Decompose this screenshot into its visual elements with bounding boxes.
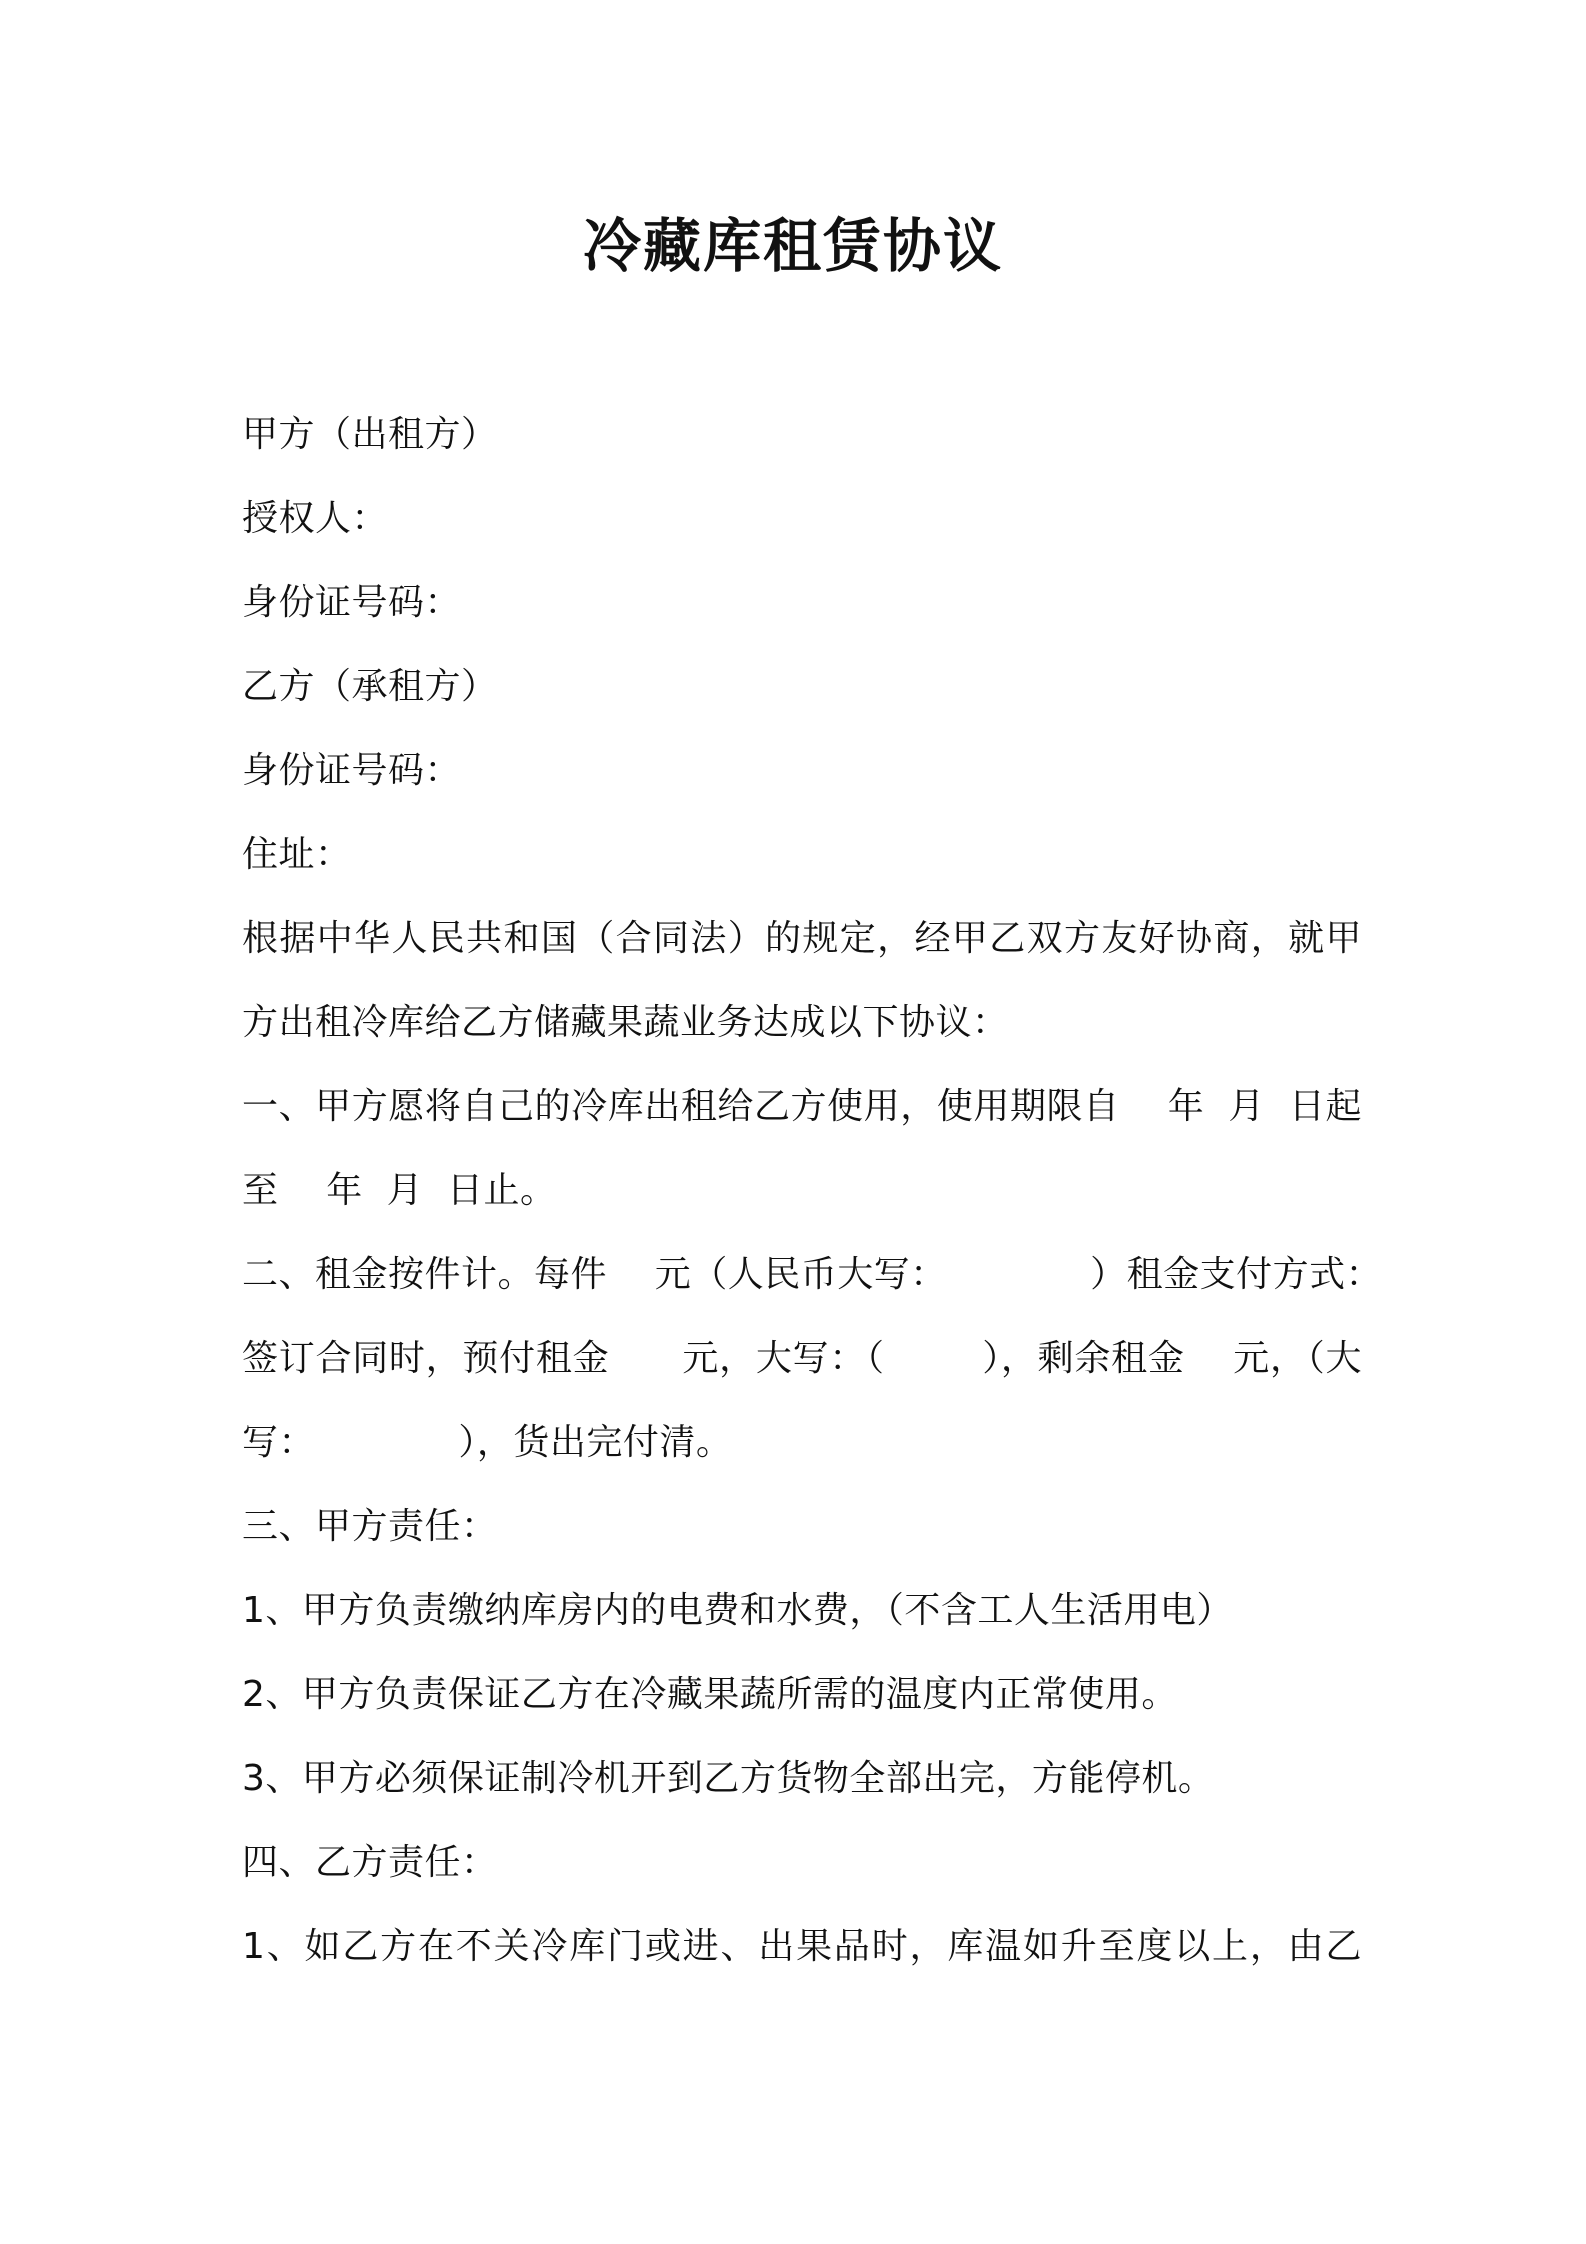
authorized-person-label: 授权人： — [242, 498, 389, 539]
party-b-label: 乙方（承租方） — [242, 666, 498, 707]
preamble-line-2: 方出租冷库给乙方储藏果蔬业务达成以下协议： — [242, 1002, 1009, 1043]
section-4-item-1: 1、如乙方在不关冷库门或进、出果品时，库温如升至度以上，由乙 — [242, 1926, 1362, 1967]
section-3-item-3: 3、甲方必须保证制冷机开到乙方货物全部出完，方能停机。 — [242, 1758, 1215, 1799]
document-title: 冷藏库租赁协议 — [582, 212, 1003, 280]
section-3-item-1: 1、甲方负责缴纳库房内的电费和水费，（不含工人生活用电） — [242, 1590, 1233, 1631]
section-3-heading: 三、甲方责任： — [242, 1506, 498, 1547]
address-label: 住址： — [242, 834, 352, 875]
clause-1-line-1: 一、甲方愿将自己的冷库出租给乙方使用，使用期限自 年 月 日起 — [242, 1086, 1362, 1127]
party-b-id-label: 身份证号码： — [242, 750, 462, 791]
party-a-label: 甲方（出租方） — [242, 414, 498, 455]
clause-1-line-2: 至 年 月 日止。 — [242, 1170, 557, 1211]
party-a-id-label: 身份证号码： — [242, 582, 462, 623]
preamble-line-1: 根据中华人民共和国（合同法）的规定，经甲乙双方友好协商，就甲 — [242, 918, 1362, 959]
clause-2-line-1: 二、租金按件计。每件 元（人民币大写： ）租金支付方式： — [242, 1254, 1383, 1295]
clause-2-line-3: 写： ），货出完付清。 — [242, 1422, 733, 1463]
clause-2-line-2: 签订合同时，预付租金 元，大写：（ ），剩余租金 元，（大 — [242, 1338, 1362, 1379]
section-4-heading: 四、乙方责任： — [242, 1842, 498, 1883]
section-3-item-2: 2、甲方负责保证乙方在冷藏果蔬所需的温度内正常使用。 — [242, 1674, 1178, 1715]
